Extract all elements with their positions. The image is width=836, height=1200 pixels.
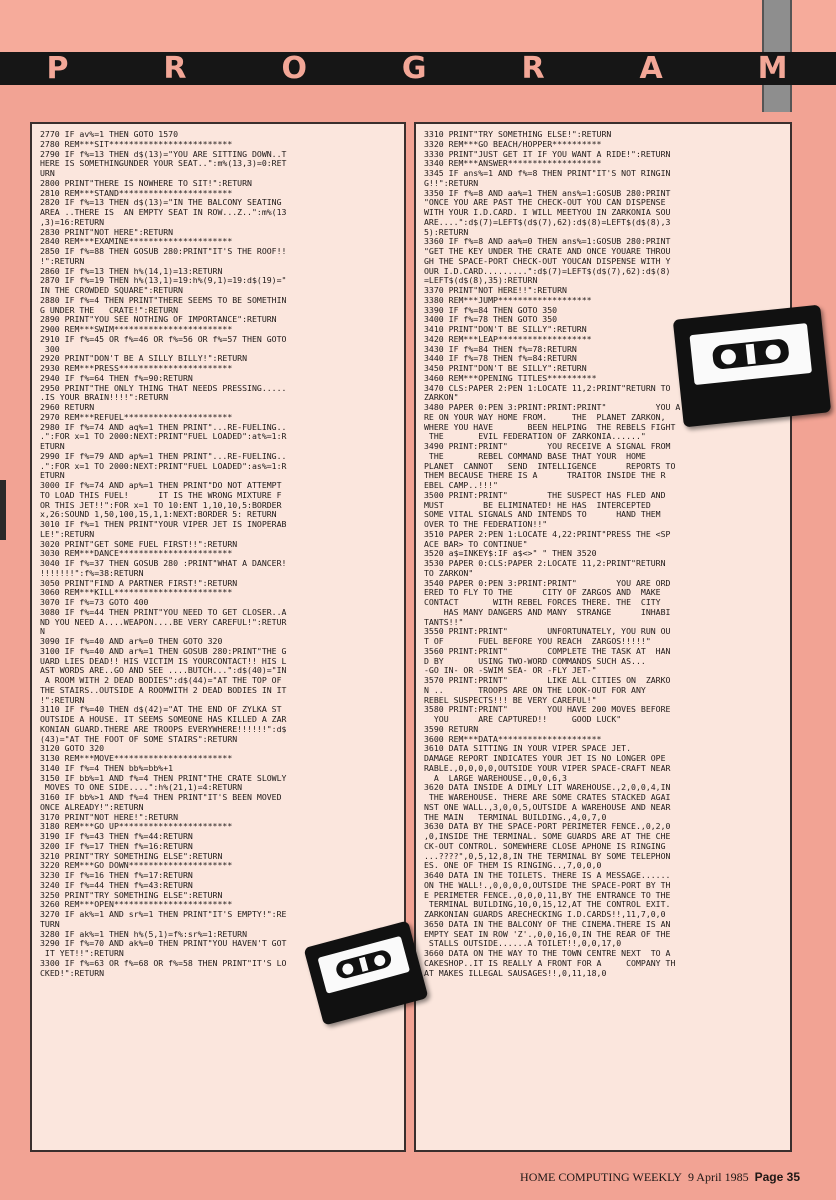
- code-line: 3180 REM***GO UP***********************: [40, 822, 233, 832]
- code-line: 2870 IF f%=19 THEN h%(13,1)=19:h%(9,1)=19:d$(19)=": [40, 276, 287, 286]
- code-line: 2940 IF f%=64 THEN f%=90:RETURN: [40, 373, 193, 383]
- code-line: TURN: [40, 919, 60, 929]
- code-line: A ROOM WITH 2 DEAD BODIES":d$(44)="AT THE TOP OF: [40, 676, 282, 685]
- code-line: 3020 PRINT"GET SOME FUEL FIRST!!":RETURN: [40, 539, 238, 549]
- code-line: OR THIS JET!!":FOR x=1 TO 10:ENT 1,10,10,5:BORDER: [40, 500, 282, 510]
- code-line: 2850 IF f%=88 THEN GOSUB 280:PRINT"IT'S THE ROOF!!: [40, 247, 287, 256]
- code-line: 3640 DATA IN THE TOILETS. THERE IS A MESSAGE......: [424, 871, 671, 880]
- code-line: 3440 IF f%=78 THEN f%=84:RETURN: [424, 354, 577, 364]
- code-line: AREA ..THERE IS AN EMPTY SEAT IN ROW...Z..":m%(13: [40, 208, 287, 217]
- banner-letter: R: [163, 51, 189, 86]
- code-line: 3610 DATA SITTING IN YOUR VIPER SPACE JET.: [424, 744, 632, 754]
- code-line: 3480 PAPER 0:PEN 3:PRINT:PRINT:PRINT" YOU A: [424, 403, 681, 412]
- code-line: TO LOAD THIS FUEL! IT IS THE WRONG MIXTURE F: [40, 490, 282, 500]
- code-line: 3430 IF f%=84 THEN f%=78:RETURN: [424, 344, 577, 354]
- code-line: "ONCE YOU ARE PAST THE CHECK-OUT YOU CAN DISPENSE: [424, 198, 666, 208]
- code-line: 3330 PRINT"JUST GET IT IF YOU WANT A RIDE!":RETURN: [424, 149, 671, 159]
- code-line: 2920 PRINT"DON'T BE A SILLY BILLY!":RETURN: [40, 354, 248, 364]
- code-line: 2790 IF f%=13 THEN d$(13)="YOU ARE SITTING DOWN..T: [40, 149, 287, 159]
- code-line: .IS YOUR BRAIN!!!!":RETURN: [40, 393, 169, 403]
- code-line: 3240 IF f%=44 THEN f%=43:RETURN: [40, 880, 193, 890]
- code-line: ,3)=16:RETURN: [40, 217, 105, 227]
- code-line: MUST BE ELIMINATED! HE HAS INTERCEPTED: [424, 500, 651, 510]
- code-line: 3400 IF f%=78 THEN GOTO 350: [424, 315, 558, 325]
- code-line: 3500 PRINT:PRINT" THE SUSPECT HAS FLED AND: [424, 490, 666, 500]
- code-line: 3570 PRINT:PRINT" LIKE ALL CITIES ON ZARKO: [424, 676, 671, 685]
- code-line: 3110 IF f%=40 THEN d$(42)="AT THE END OF ZYLKA ST: [40, 705, 282, 715]
- code-line: 3130 REM***MOVE************************: [40, 754, 233, 763]
- code-line: 3530 PAPER 0:CLS:PAPER 2:LOCATE 11,2:PRINT"RETURN: [424, 559, 666, 568]
- banner-letter: R: [521, 51, 547, 86]
- code-line: N: [40, 627, 45, 637]
- code-line: 3345 IF ans%=1 AND f%=8 THEN PRINT"IT'S NOT RINGIN: [424, 169, 671, 178]
- publication-name: HOME COMPUTING WEEKLY: [520, 1170, 682, 1184]
- code-line: 2810 REM***STAND***********************: [40, 188, 233, 198]
- code-line: LE!":RETURN: [40, 529, 95, 539]
- code-line: 3290 IF f%=70 AND ak%=0 THEN PRINT"YOU HAVEN'T GOT: [40, 939, 287, 949]
- code-line: RE ON YOUR WAY HOME FROM. THE PLANET ZARKON,: [424, 412, 666, 422]
- code-line: CAKESHOP..IT IS REALLY A FRONT FOR A COMPANY TH: [424, 958, 676, 968]
- code-line: UARD LIES DEAD!! HIS VICTIM IS YOURCONTACT!! HIS L: [40, 656, 287, 666]
- code-line: THE REBEL COMMAND BASE THAT YOUR HOME: [424, 451, 646, 461]
- banner-letter: A: [639, 51, 665, 86]
- code-line: STALLS OUTSIDE......A TOILET!!,0,0,17,0: [424, 939, 622, 949]
- code-line: KONIAN GUARD.THERE ARE TROOPS EVERYWHERE!!!!!!":d$: [40, 724, 287, 734]
- page-edge-marker: [0, 480, 6, 540]
- code-line: !!!!!!!":f%=38:RETURN: [40, 568, 144, 578]
- code-line: E PERIMETER FENCE.,0,0,0,11,BY THE ENTRANCE TO THE: [424, 890, 671, 900]
- code-line: 3660 DATA ON THE WAY TO THE TOWN CENTRE NEXT TO A: [424, 949, 671, 958]
- code-line: 3070 IF f%=73 GOTO 400: [40, 598, 149, 607]
- code-line: 2980 IF f%=74 AND aq%=1 THEN PRINT"...RE-FUELING..: [40, 422, 287, 432]
- code-line: 2830 PRINT"NOT HERE":RETURN: [40, 227, 174, 237]
- code-line: ACE BAR> TO CONTINUE": [424, 539, 528, 549]
- code-line: ES. ONE OF THEM IS RINGING..,7,0,0,0: [424, 861, 602, 871]
- code-line: 2950 PRINT"THE ONLY THING THAT NEEDS PRESSING.....: [40, 383, 287, 393]
- code-line: G!!":RETURN: [424, 178, 479, 188]
- code-line: 2930 REM***PRESS***********************: [40, 364, 233, 373]
- code-line: EBEL CAMP..!!!": [424, 481, 498, 490]
- code-line: 3470 CLS:PAPER 2:PEN 1:LOCATE 11,2:PRINT"RETURN TO: [424, 383, 671, 393]
- code-line: N .. TROOPS ARE ON THE LOOK-OUT FOR ANY: [424, 685, 646, 695]
- code-line: ON THE WALL!.,0,0,0,0,OUTSIDE THE SPACE-PORT BY TH: [424, 880, 671, 890]
- code-line: RABLE.,0,0,0,0,OUTSIDE YOUR VIPER SPACE-CRAFT NEAR: [424, 763, 671, 773]
- code-line: 2770 IF av%=1 THEN GOTO 1570: [40, 130, 179, 139]
- code-line: URN: [40, 169, 55, 178]
- code-line: ...????",0,5,12,8,IN THE TERMINAL BY SOME TELEPHON: [424, 851, 671, 861]
- code-line: 3270 IF ak%=1 AND sr%=1 THEN PRINT"IT'S EMPTY!":RE: [40, 910, 287, 919]
- code-line: ETURN: [40, 471, 65, 481]
- code-line: 3090 IF f%=40 AND ar%=0 THEN GOTO 320: [40, 637, 223, 646]
- code-line: 3540 PAPER 0:PEN 3:PRINT:PRINT" YOU ARE ORD: [424, 578, 671, 588]
- code-line: HERE IS SOMETHINGUNDER YOUR SEAT..":m%(13,3)=0:RET: [40, 159, 287, 169]
- code-line: 3030 REM***DANCE***********************: [40, 549, 233, 559]
- code-line: (43)="AT THE FOOT OF SOME STAIRS":RETURN: [40, 734, 238, 744]
- code-line: 3230 IF f%=16 THEN f%=17:RETURN: [40, 871, 193, 880]
- code-line: AST WORDS ARE..GO AND SEE ....BUTCH...":d$(40)="IN: [40, 666, 287, 676]
- code-line: 3100 IF f%=40 AND ar%=1 THEN GOSUB 280:PRINT"THE G: [40, 646, 287, 656]
- code-line: TO ZARKON": [424, 568, 474, 578]
- code-line: 3460 REM***OPENING TITLES**********: [424, 373, 597, 383]
- code-line: YOU ARE CAPTURED!! GOOD LUCK": [424, 715, 622, 724]
- code-line: 2890 PRINT"YOU SEE NOTHING OF IMPORTANCE":RETURN: [40, 315, 277, 325]
- code-line: =LEFT$(d$(8),35):RETURN: [424, 276, 538, 286]
- code-line: 3560 PRINT:PRINT" COMPLETE THE TASK AT HAN: [424, 646, 671, 656]
- code-line: !":RETURN: [40, 695, 85, 705]
- code-line: REBEL SUSPECTS!!! BE VERY CAREFUL!": [424, 695, 597, 705]
- code-line: ZARKON": [424, 393, 459, 403]
- code-line: 3520 a$=INKEY$:IF a$<>" " THEN 3520: [424, 549, 597, 559]
- code-line: PLANET CANNOT SEND INTELLIGENCE REPORTS TO: [424, 461, 676, 471]
- code-line: IT YET!!":RETURN: [40, 949, 124, 958]
- code-line: 3630 DATA BY THE SPACE-PORT PERIMETER FENCE.,0,2,0: [424, 822, 671, 832]
- code-line: 3120 GOTO 320: [40, 744, 105, 754]
- code-line: 3340 REM***ANSWER*******************: [424, 159, 602, 169]
- code-line: THE WAREHOUSE. THERE ARE SOME CRATES STACKED AGAI: [424, 793, 671, 802]
- code-line: 3300 IF f%=63 OR f%=68 OR f%=58 THEN PRINT"IT'S LO: [40, 958, 287, 968]
- code-line: 2990 IF f%=79 AND ap%=1 THEN PRINT"...RE-FUELING..: [40, 451, 287, 461]
- code-line: 2880 IF f%=4 THEN PRINT"THERE SEEMS TO BE SOMETHIN: [40, 295, 287, 305]
- code-line: 3040 IF f%=37 THEN GOSUB 280 :PRINT"WHAT A DANCER!: [40, 559, 287, 568]
- code-line: 3360 IF f%=8 AND aa%=0 THEN ans%=1:GOSUB 280:PRINT: [424, 237, 671, 247]
- code-line: 2900 REM***SWIM************************: [40, 325, 233, 334]
- code-line: ONCE ALREADY!":RETURN: [40, 802, 144, 812]
- code-line: 2780 REM***SIT*************************: [40, 139, 233, 149]
- code-line: 3170 PRINT"NOT HERE!":RETURN: [40, 812, 179, 822]
- code-line: .":FOR x=1 TO 2000:NEXT:PRINT"FUEL LOADED":at%=1:R: [40, 432, 287, 442]
- code-line: .":FOR x=1 TO 2000:NEXT:PRINT"FUEL LOADED":as%=1:R: [40, 461, 287, 471]
- code-line: ETURN: [40, 442, 65, 451]
- top-strip: [0, 0, 836, 52]
- code-line: 3380 REM***JUMP*******************: [424, 295, 592, 305]
- code-line: OVER TO THE FEDERATION!!": [424, 520, 548, 529]
- code-line: THE MAIN TERMINAL BUILDING.,4,0,7,0: [424, 812, 607, 822]
- code-line: 3160 IF bb%>1 AND f%=4 THEN PRINT"IT'S BEEN MOVED: [40, 793, 282, 802]
- code-line: 3370 PRINT"NOT HERE!!":RETURN: [424, 286, 567, 295]
- code-line: TANTS!!": [424, 617, 464, 627]
- code-line: 3000 IF f%=74 AND ap%=1 THEN PRINT"DO NOT ATTEMPT: [40, 481, 282, 490]
- code-line: 2800 PRINT"THERE IS NOWHERE TO SIT!":RETURN: [40, 178, 252, 188]
- banner-letter: G: [401, 51, 429, 86]
- code-line: 3650 DATA IN THE BALCONY OF THE CINEMA.THERE IS AN: [424, 919, 671, 929]
- code-line: AT MAKES ILLEGAL SAUSAGES!!,0,11,18,0: [424, 968, 607, 978]
- code-line: WITH YOUR I.D.CARD. I WILL MEETYOU IN ZARKONIA SOU: [424, 208, 671, 217]
- code-line: 3580 PRINT:PRINT" YOU HAVE 200 MOVES BEFORE: [424, 705, 671, 715]
- code-line: 3150 IF bb%=1 AND f%=4 THEN PRINT"THE CRATE SLOWLY: [40, 773, 287, 783]
- code-line: 3450 PRINT"DON'T BE SILLY":RETURN: [424, 364, 587, 373]
- code-line: HAS MANY DANGERS AND MANY STRANGE INHABI: [424, 607, 671, 617]
- section-banner: [0, 52, 836, 85]
- code-line: ZARKONIAN GUARDS ARECHECKING I.D.CARDS!!,11,7,0,0: [424, 910, 666, 919]
- code-line: 3050 PRINT"FIND A PARTNER FIRST!":RETURN: [40, 578, 238, 588]
- code-line: SOME VITAL SIGNALS AND INTENDS TO HAND THEM: [424, 510, 661, 520]
- code-line: -GO IN- OR -SWIM SEA- OR -FLY JET-": [424, 666, 597, 676]
- code-line: 2820 IF f%=13 THEN d$(13)="IN THE BALCONY SEATING: [40, 198, 282, 208]
- code-line: 3600 REM***DATA*********************: [424, 734, 602, 744]
- code-line: 3060 REM***KILL************************: [40, 588, 233, 598]
- code-line: THE STAIRS..OUTSIDE A ROOMWITH 2 DEAD BODIES IN IT: [40, 685, 287, 695]
- code-line: THEM BECAUSE THERE IS A TRAITOR INSIDE THE R: [424, 471, 666, 481]
- banner-letter: M: [757, 51, 790, 86]
- code-line: THE EVIL FEDERATION OF ZARKONIA......": [424, 432, 646, 442]
- code-line: 3410 PRINT"DON'T BE SILLY":RETURN: [424, 325, 587, 334]
- code-line: CONTACT WITH REBEL FORCES THERE. THE CITY: [424, 598, 661, 607]
- code-line: 3390 IF f%=84 THEN GOTO 350: [424, 305, 558, 315]
- code-line: ND YOU NEED A....WEAPON....BE VERY CAREFUL!":RETUR: [40, 617, 287, 627]
- code-line: CK-OUT CONTROL. SOMEWHERE CLOSE APHONE IS RINGING: [424, 841, 666, 851]
- code-line: x,26:SOUND 1,50,100,15,1,1:NEXT:BORDER 5: RETURN: [40, 510, 277, 520]
- code-line: 5):RETURN: [424, 227, 469, 237]
- code-line: 3620 DATA INSIDE A DIMLY LIT WAREHOUSE.,2,0,0,4,IN: [424, 783, 671, 793]
- code-line: ,0,INSIDE THE TERMINAL. SOME GUARDS ARE AT THE CHE: [424, 832, 671, 841]
- code-line: DAMAGE REPORT INDICATES YOUR JET IS NO LONGER OPE: [424, 754, 666, 763]
- code-line: 3310 PRINT"TRY SOMETHING ELSE!":RETURN: [424, 130, 612, 139]
- code-line: GH THE SPACE-PORT CHECK-OUT YOUCAN DISPENSE WITH Y: [424, 256, 671, 266]
- cassette-tape-icon: [673, 305, 831, 428]
- code-line: T OF FUEL BEFORE YOU REACH ZARGOS!!!!!": [424, 637, 651, 646]
- banner-letter: P: [46, 51, 71, 86]
- code-line: A LARGE WAREHOUSE.,0,0,6,3: [424, 773, 567, 783]
- code-line: CKED!":RETURN: [40, 968, 105, 978]
- code-line: 3550 PRINT:PRINT" UNFORTUNATELY, YOU RUN OU: [424, 627, 671, 637]
- code-line: OUTSIDE A HOUSE. IT SEEMS SOMEONE HAS KILLED A ZAR: [40, 715, 287, 724]
- code-line: WHERE YOU HAVE BEEN HELPING THE REBELS FIGHT: [424, 422, 676, 432]
- code-line: 3590 RETURN: [424, 724, 479, 734]
- code-line: 3260 REM***OPEN************************: [40, 900, 233, 910]
- code-line: 3280 IF ak%=1 THEN h%(5,1)=f%:sr%=1:RETURN: [40, 929, 248, 939]
- code-line: G UNDER THE CRATE!":RETURN: [40, 305, 179, 315]
- code-line: 2910 IF f%=45 OR f%=46 OR f%=56 OR f%=57 THEN GOTO: [40, 334, 287, 344]
- code-line: 3250 PRINT"TRY SOMETHING ELSE":RETURN: [40, 890, 223, 900]
- page-footer: [430, 1170, 800, 1185]
- code-line: ARE....":d$(7)=LEFT$(d$(7),62):d$(8)=LEFT$(d$(8),3: [424, 217, 671, 227]
- code-line: 3190 IF f%=43 THEN f%=44:RETURN: [40, 832, 193, 841]
- code-line: 300: [40, 344, 60, 354]
- code-line: !":RETURN: [40, 256, 85, 266]
- code-line: 2860 IF f%=13 THEN h%(14,1)=13:RETURN: [40, 266, 223, 276]
- code-line: 3490 PRINT:PRINT" YOU RECEIVE A SIGNAL FROM: [424, 442, 671, 451]
- code-line: TERMINAL BUILDING,10,0,15,12,AT THE CONTROL EXIT.: [424, 900, 671, 910]
- code-line: OUR I.D.CARD.........":d$(7)=LEFT$(d$(7),62):d$(8): [424, 266, 671, 276]
- code-line: 3320 REM***GO BEACH/HOPPER**********: [424, 139, 602, 149]
- code-line: IN THE CROWDED SQUARE":RETURN: [40, 286, 183, 295]
- code-line: 3080 IF f%=44 THEN PRINT"YOU NEED TO GET CLOSER..A: [40, 607, 287, 617]
- issue-date: 9 April 1985: [687, 1170, 749, 1184]
- code-line: 3420 REM***LEAP*******************: [424, 334, 592, 344]
- code-line: EMPTY SEAT IN ROW 'Z'.,0,0,16,0,IN THE REAR OF THE: [424, 929, 671, 939]
- code-line: 2970 REM***REFUEL**********************: [40, 412, 233, 422]
- listing-column-right: [414, 122, 792, 1152]
- code-line: D BY USING TWO-WORD COMMANDS SUCH AS...: [424, 656, 646, 666]
- code-line: "GET THE KEY UNDER THE CRATE AND ONCE YOUARE THROU: [424, 247, 671, 256]
- code-line: 3350 IF f%=8 AND aa%=1 THEN ans%=1:GOSUB 280:PRINT: [424, 188, 671, 198]
- code-line: 3200 IF f%=17 THEN f%=16:RETURN: [40, 841, 193, 851]
- code-line: 3510 PAPER 2:PEN 1:LOCATE 4,22:PRINT"PRESS THE <SP: [424, 529, 671, 539]
- code-line: NST ONE WALL.,3,0,0,5,OUTSIDE A WAREHOUSE AND NEAR: [424, 802, 671, 812]
- code-line: 3010 IF f%=1 THEN PRINT"YOUR VIPER JET IS INOPERAB: [40, 520, 287, 529]
- code-line: 3220 REM***GO DOWN*********************: [40, 861, 233, 871]
- code-line: 2960 RETURN: [40, 403, 95, 412]
- code-line: MOVES TO ONE SIDE....":h%(21,1)=4:RETURN: [40, 783, 243, 793]
- code-line: 3140 IF f%=4 THEN bb%=bb%+1: [40, 763, 174, 773]
- page-number: Page 35: [754, 1170, 800, 1184]
- code-line: ERED TO FLY TO THE CITY OF ZARGOS AND MAKE: [424, 588, 661, 598]
- code-line: 2840 REM***EXAMINE*********************: [40, 237, 233, 247]
- banner-letter: O: [281, 51, 309, 86]
- code-line: 3210 PRINT"TRY SOMETHING ELSE":RETURN: [40, 851, 223, 861]
